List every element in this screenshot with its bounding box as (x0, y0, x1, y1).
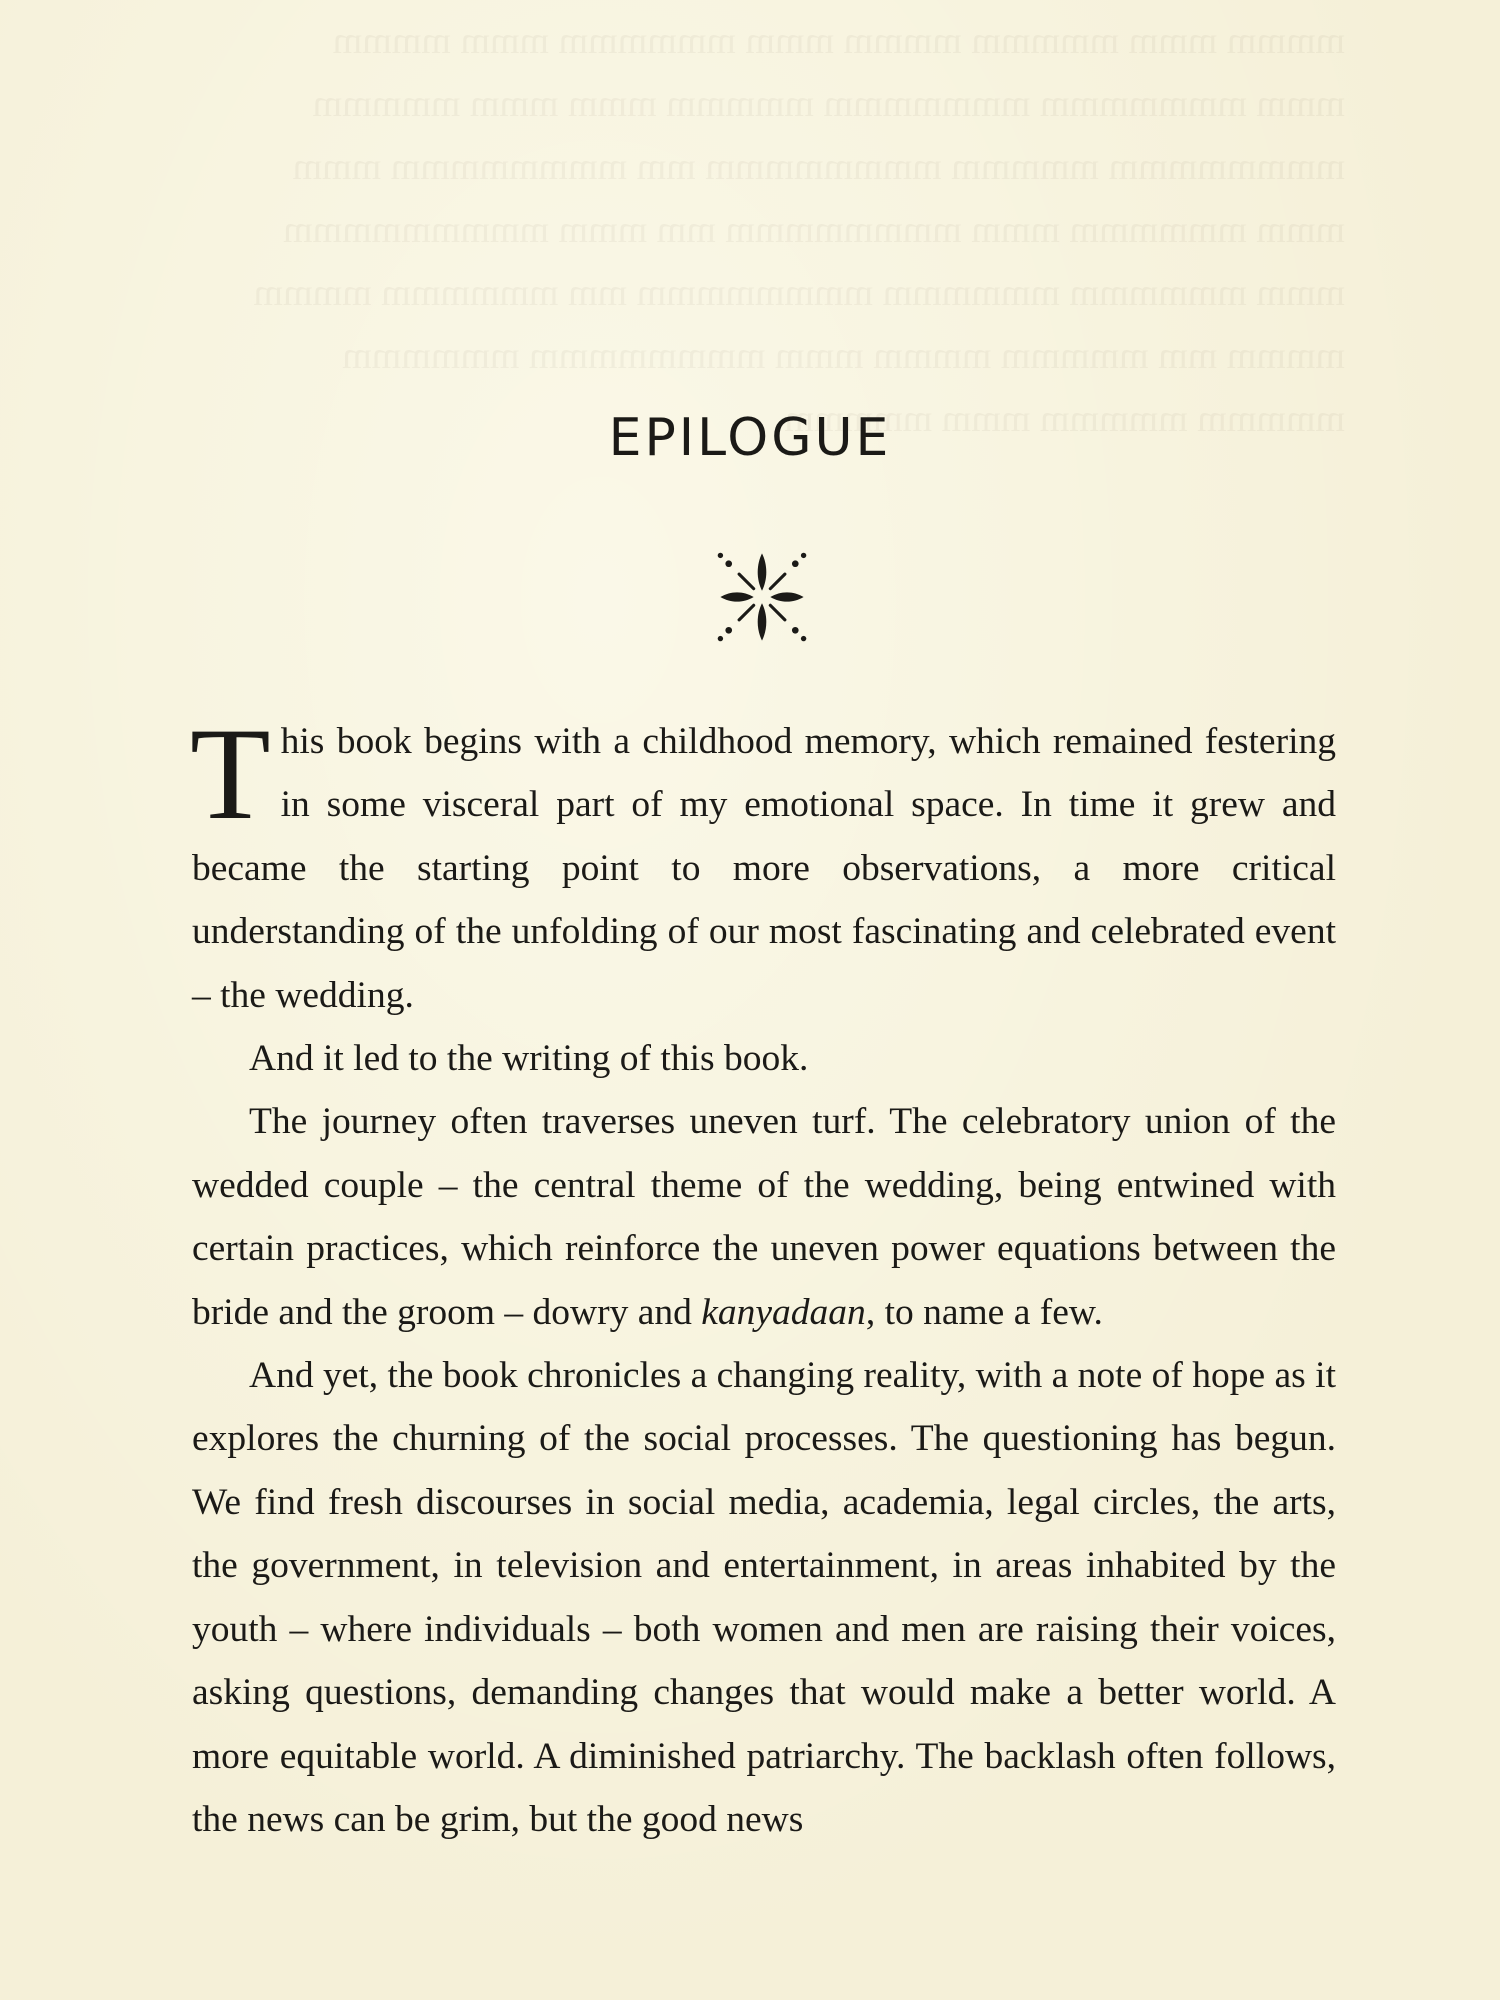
chapter-heading: EPILOGUE (608, 408, 892, 468)
paragraph-2 (192, 1027, 1336, 1090)
paragraph-1-text: his book begins with a childhood memory, which remained festering in some visceral part of my emotional space. In time it grew and became the starting point to more observations, a more critical understanding of the unfolding of our most fascinating and celebrated event – the wedding. (192, 721, 1336, 1016)
show-through-texture: mmmm mmm mmmmm mmmm mmm mmmmmm mmm mmmm mmm mmmmmmm mmmmmmm mmmmm mmm mmm mmmmm mmmmmmmm mmmmm mmmmmmmm mm mmmmmmmm mmm mmm mmmmmm mmm mmmmmmmm mm mmm mmmmmmmmm mmm mmmmmm mmmmmm mmmmmmmm mm mmmmmm mmmm mmmm mm mmmmm mmmm mmm mmmmmmmm mmmmmm mmmmm mmmmm mmm mmmmm (253, 20, 1345, 440)
paragraph-3 (192, 1090, 1336, 1344)
paragraph-4-text: And yet, the book chronicles a changing reality, with a note of hope as it explores the churning of the social processes. The questioning has begun. We find fresh discourses in social media, academia, legal circles, the arts, the government, in television and entertainment, in areas inhabited by the youth – where individuals – both women and men are raising their voices, asking questions, demanding changes that would make a better world. A more equitable world. A diminished patriarchy. The backlash often follows, the news can be grim, but the good news (192, 1355, 1336, 1840)
paragraph-3-tail: , to name a few. (865, 1291, 1103, 1333)
paragraph-4 (192, 1344, 1336, 1851)
italic-term: kanyadaan (701, 1291, 866, 1333)
paragraph-3-text: The journey often traverses uneven turf. The celebratory union of the wedded couple – the central theme of the wedding, being entwined with certain practices, which reinforce the uneven power equations between the bride and the groom – dowry and (192, 1101, 1336, 1333)
floral-asterisk-ornament-icon (710, 545, 814, 649)
body-text (190, 700, 1336, 1851)
paragraph-2-text: And it led to the writing of this book. (249, 1038, 809, 1080)
drop-cap: T (190, 700, 271, 847)
paragraph-1 (190, 700, 1336, 1027)
